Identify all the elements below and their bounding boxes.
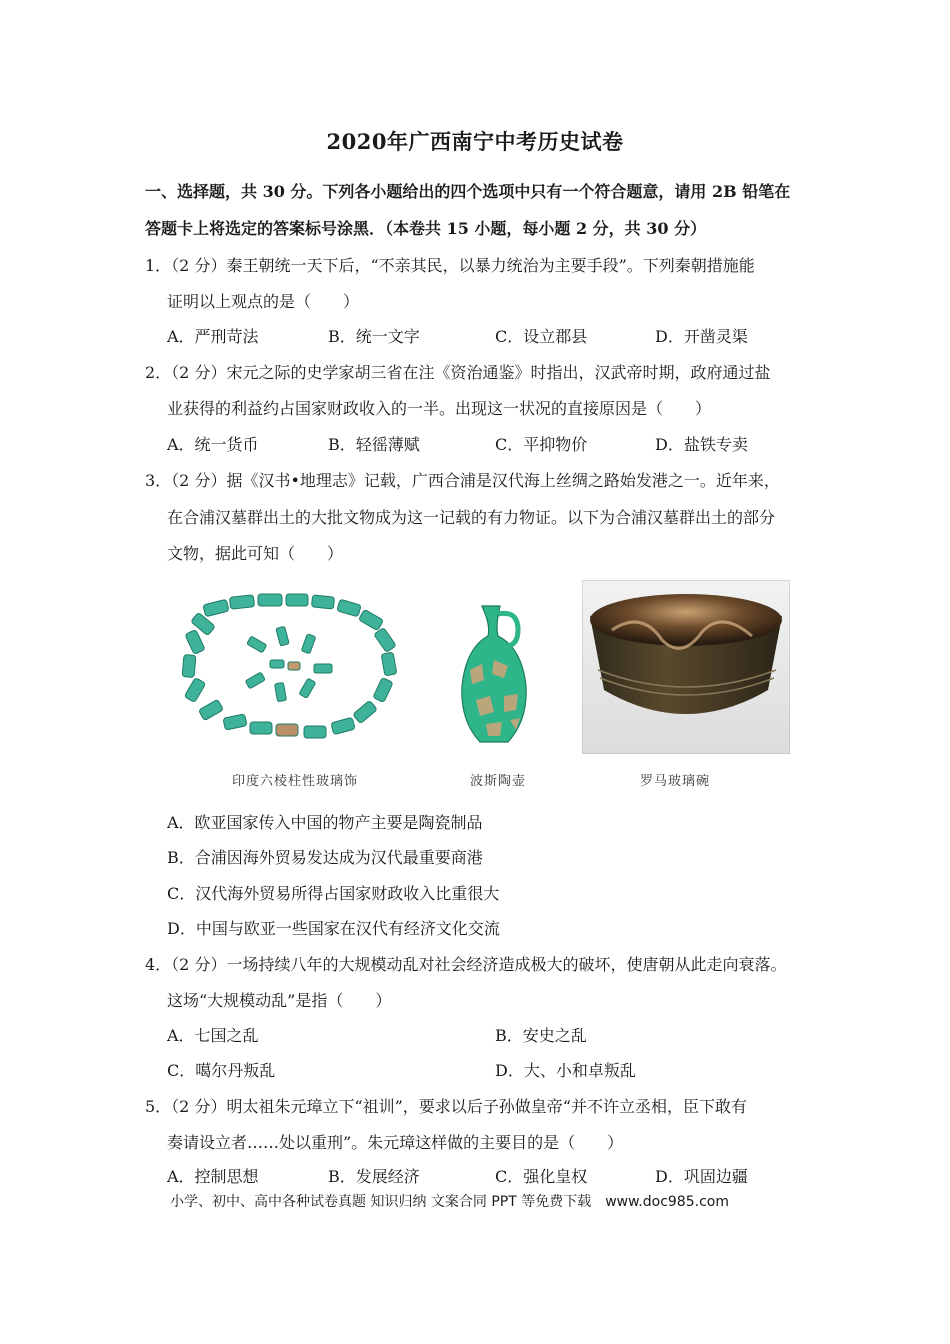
question-3-stem-cont-1: 在合浦汉墓群出土的大批文物成为这一记载的有力物证。以下为合浦汉墓群出土的部分 <box>167 508 776 527</box>
q2-option-b[interactable]: B．轻徭薄赋 <box>328 435 420 454</box>
q1-option-a[interactable]: A．严刑苛法 <box>167 327 259 346</box>
question-2-stem-cont: 业获得的利益约占国家财政收入的一半。出现这一状况的直接原因是（ ） <box>167 399 712 418</box>
q3-option-c[interactable]: C．汉代海外贸易所得占国家财政收入比重很大 <box>167 884 500 903</box>
q3-option-b[interactable]: B．合浦因海外贸易发达成为汉代最重要商港 <box>167 848 483 867</box>
q4-option-c[interactable]: C．噶尔丹叛乱 <box>167 1061 276 1080</box>
figure-caption-vase: 波斯陶壶 <box>470 774 527 789</box>
roman-glass-bowl-image <box>582 580 790 754</box>
q3-option-d[interactable]: D．中国与欧亚一些国家在汉代有经济文化交流 <box>167 919 500 938</box>
q5-option-d[interactable]: D．巩固边疆 <box>655 1167 748 1186</box>
footer-download-notice: 小学、初中、高中各种试卷真题 知识归纳 文案合同 PPT 等免费下载 www.doc985.com <box>170 1194 729 1210</box>
q1-option-c[interactable]: C．设立郡县 <box>495 327 588 346</box>
page-title: 2020年广西南宁中考历史试卷 <box>326 129 624 154</box>
question-1-stem-cont: 证明以上观点的是（ ） <box>167 292 360 311</box>
section-instructions-line-1: 一、选择题，共 30 分。下列各小题给出的四个选项中只有一个符合题意，请用 2B 铅笔在 <box>145 182 791 201</box>
indian-glass-beads-image <box>166 588 420 754</box>
q5-option-a[interactable]: A．控制思想 <box>167 1167 259 1186</box>
question-3-stem-cont-2: 文物，据此可知（ ） <box>167 544 344 563</box>
question-5-stem: 5．（2 分）明太祖朱元璋立下“祖训”，要求以后子孙做皇帝“并不许立丞相，臣下敢有 <box>145 1097 747 1116</box>
q5-option-b[interactable]: B．发展经济 <box>328 1167 420 1186</box>
question-2-stem: 2．（2 分）宋元之际的史学家胡三省在注《资治通鉴》时指出，汉武帝时期，政府通过盐 <box>145 363 771 382</box>
question-5-stem-cont: 奏请设立者……处以重刑”。朱元璋这样做的主要目的是（ ） <box>167 1133 624 1152</box>
q5-option-c[interactable]: C．强化皇权 <box>495 1167 588 1186</box>
q2-option-a[interactable]: A．统一货币 <box>167 435 259 454</box>
q1-option-d[interactable]: D．开凿灵渠 <box>655 327 748 346</box>
section-instructions-line-2: 答题卡上将选定的答案标号涂黑．（本卷共 15 小题，每小题 2 分，共 30 分） <box>145 219 707 238</box>
q4-option-a[interactable]: A．七国之乱 <box>167 1026 259 1045</box>
q2-option-d[interactable]: D．盐铁专卖 <box>655 435 748 454</box>
question-3-stem: 3．（2 分）据《汉书•地理志》记载，广西合浦是汉代海上丝绸之路始发港之一。近年来， <box>145 471 780 490</box>
question-4-stem-cont: 这场“大规模动乱”是指（ ） <box>167 991 392 1010</box>
q4-option-b[interactable]: B．安史之乱 <box>495 1026 587 1045</box>
figure-caption-bowl: 罗马玻璃碗 <box>640 774 711 789</box>
q2-option-c[interactable]: C．平抑物价 <box>495 435 588 454</box>
q1-option-b[interactable]: B．统一文字 <box>328 327 420 346</box>
q3-option-a[interactable]: A．欧亚国家传入中国的物产主要是陶瓷制品 <box>167 813 483 832</box>
figure-caption-beads: 印度六棱柱性玻璃饰 <box>232 774 359 789</box>
persian-pottery-vase-image <box>446 600 542 750</box>
q4-option-d[interactable]: D．大、小和卓叛乱 <box>495 1061 636 1080</box>
question-1-stem: 1．（2 分）秦王朝统一天下后，“不亲其民，以暴力统治为主要手段”。下列秦朝措施能 <box>145 256 755 275</box>
question-4-stem: 4．（2 分）一场持续八年的大规模动乱对社会经济造成极大的破坏，使唐朝从此走向衰落。 <box>145 955 787 974</box>
